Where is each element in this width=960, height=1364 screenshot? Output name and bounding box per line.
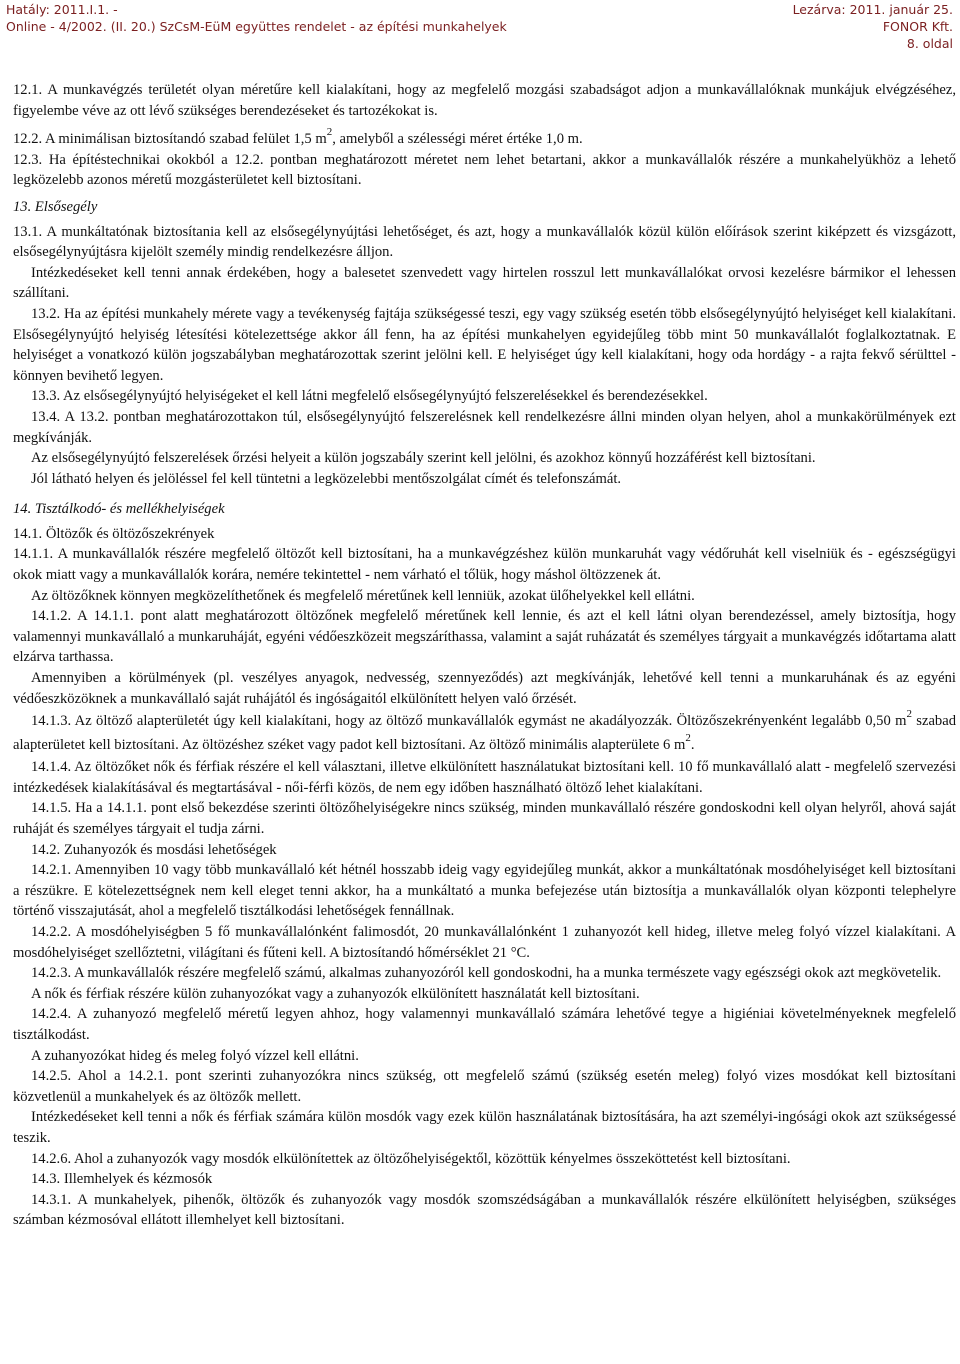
paragraph-14-1-2b: Amennyiben a körülmények (pl. veszélyes anyagok, nedvesség, szennyeződés) azt megkívánják, lehetővé kell tenni a munkaruhának és az egyéni védőeszközöknek a munkavállaló saját ruhájától és ingóságaitól elkülönített helyen való őrzését. bbox=[13, 670, 956, 707]
paragraph-13-3: 13.3. Az elsősegélynyújtó helyiségeket el kell látni megfelelő elsősegélynyújtó felszerelésekkel és berendezésekkel. bbox=[31, 388, 708, 405]
paragraph-12-3: 12.3. Ha építéstechnikai okokból a 12.2. pontban meghatározott méretet nem lehet betartani, akkor a munkavállalók részére a munkahelyükhöz a lehető legközelebb azonos méretű mozgásterületet kell biztosítani. bbox=[13, 151, 956, 189]
paragraph-14-2-4b: A zuhanyozókat hideg és meleg folyó vízzel kell ellátni. bbox=[31, 1047, 359, 1064]
paragraph-14-2-2: 14.2.2. A mosdóhelyiségben 5 fő munkavállalónként falimosdót, 20 munkavállalónként 1 zuhanyozót kell hideg, illetve meleg folyó vízzel kialakítani. A mosdóhelyiséget szellőztetni, világítani és fűteni kell. A biztosítandó hőmérséklet 21 °C. bbox=[13, 923, 956, 961]
page-header bbox=[0, 0, 960, 54]
paragraph-14-3-1: 14.3.1. A munkahelyek, pihenők, öltözők és zuhanyozók vagy mosdók szomszédságában a munkavállalók részére elkülönített helyiségben, szükséges számban kézmosóval ellátott illemhelyet kell biztosítani. bbox=[13, 1191, 956, 1229]
paragraph-14-2-1: 14.2.1. Amennyiben 10 vagy több munkavállaló két hétnél hosszabb ideig vagy egyidejűleg munkát, akkor a munkáltatónak mosdóhelyiséget kell biztosítani a részükre. E kötelezettségnek nem kell eleget tenni akkor, ha a munkáltató a munka befejezése után biztosítja a munkavállalók olyan központi telephelyre történő visszajutását, ahol a megfelelő tisztálkodási lehetőségek fennállnak. bbox=[13, 862, 956, 920]
header-validity: Hatály: 2011.I.1. - bbox=[6, 2, 118, 17]
superscript-2: 2 bbox=[906, 708, 912, 721]
header-right bbox=[793, 1, 953, 52]
paragraph-14-1-3: 14.1.3. Az öltöző alapterületét úgy kell kialakítani, hogy az öltöző munkavállalók egymást ne akadályozzák. Öltözőszekrényenként legalább 0,50 $m^2$ szabad alapterületet kell biztosítani. Az öltözéshez széket vagy padot kell biztosítani. Az öltöző minimális alapterülete 6 $m^2$. bbox=[13, 708, 957, 754]
header-closed-date: Lezárva: 2011. január 25. bbox=[792, 2, 953, 17]
subheading-14-2: 14.2. Zuhanyozók és mosdási lehetőségek bbox=[31, 841, 277, 858]
subheading-14-3: 14.3. Illemhelyek és kézmosók bbox=[31, 1171, 213, 1188]
document-body bbox=[13, 80, 956, 1231]
paragraph-12-2: 12.2. A minimálisan biztosítandó szabad felület 1,5 $m^2$, amelyből a szélességi méret értéke 1,0 m. bbox=[13, 126, 583, 148]
subheading-14-1: 14.1. Öltözők és öltözőszekrények bbox=[13, 525, 215, 542]
paragraph-14-1-1: 14.1.1. A munkavállalók részére megfelelő öltözőt kell biztosítani, ha a munkavégzéshez külön munkaruhát vagy védőruhát kell viselniük és - egészségügyi okok miatt vagy a munkavállalók korára, nemére tekintettel - nem várható el tőlük, hogy máshol öltözzenek át. bbox=[13, 546, 956, 584]
paragraph-14-1-2: 14.1.2. A 14.1.1. pont alatt meghatározott öltözőnek megfelelő méretűnek kell lennie, és azt el kell látni olyan berendezéssel, amely biztosítja, hogy valamennyi munkavállaló a munkaruháját, egyéni védőeszközeit megszáríthassa, valamint a saját ruházatát és személyes tárgyait a munkavégzés időtartama alatt elzárva tarthassa. bbox=[13, 608, 956, 666]
paragraph-13-1: 13.1. A munkáltatónak biztosítania kell az elsősegélynyújtási lehetőséget, és azt, hogy a munkavállalók közül külön előírások szerint kiképzett és vizsgázott, elsősegélynyújtásra kijelölt személy mindig rendelkezésre álljon. bbox=[13, 223, 956, 261]
paragraph-13-4b: Az elsősegélynyújtó felszerelések őrzési helyeit a külön jogszabály szerint kell jelölni, és azokhoz könnyű hozzáférést kell biztosítani. bbox=[31, 450, 816, 467]
section-heading-13: 13. Elsősegély bbox=[13, 198, 98, 215]
header-page-number: 8. oldal bbox=[906, 36, 953, 51]
paragraph-13-4c: Jól látható helyen és jelöléssel fel kell tüntetni a legközelebbi mentőszolgálat címét és telefonszámát. bbox=[31, 470, 622, 487]
paragraph-14-2-5b: Intézkedéseket kell tenni a nők és férfiak számára külön mosdók vagy ezek külön használatának biztosítására, ha azt személyi-ingósági okok azt szükségessé teszik. bbox=[13, 1109, 956, 1146]
paragraph-13-1b: Intézkedéseket kell tenni annak érdekében, hogy a balesetet szenvedett vagy hirtelen rosszul lett munkavállalókat orvosi kezelésre bármikor el lehessen szállítani. bbox=[13, 264, 956, 302]
paragraph-14-2-6: 14.2.6. Ahol a zuhanyozók vagy mosdók elkülönítettek az öltözőhelyiségektől, közöttük kényelmes összeköttetést kell biztosítani. bbox=[31, 1150, 791, 1167]
paragraph-14-1-5: 14.1.5. Ha a 14.1.1. pont első bekezdése szerinti öltözőhelyiségekre nincs szükség, minden munkavállaló részére gondoskodni kell olyan helyről, ahová saját ruháját és személyes tárgyait el tudja zárni. bbox=[13, 800, 956, 837]
superscript-2: 2 bbox=[685, 732, 691, 745]
paragraph-12-1: 12.1. A munkavégzés területét olyan méretűre kell kialakítani, hogy az megfelelő mozgási szabadságot adjon a munkavállalóknak munkájuk elvégzéséhez, figyelembe véve az ott lévő szükséges berendezéseket és tartozékokat is. bbox=[13, 82, 956, 119]
paragraph-14-1-1b: Az öltözőknek könnyen megközelíthetőnek és megfelelő méretűnek kell lenniük, azokat ülőhelyekkel kell ellátni. bbox=[31, 587, 695, 604]
section-heading-14: 14. Tisztálkodó- és mellékhelyiségek bbox=[13, 501, 225, 518]
paragraph-13-2: 13.2. Ha az építési munkahely mérete vagy a tevékenység fajtája szükségessé teszi, egy vagy szükség esetén több elsősegélynyújtó helyiséget kell kialakítani. Elsősegélynyújtó helyiség létesítési kötelezettsége akkor áll fenn, ha az építési munkahelyen egyidejűleg több mint 50 munkavállalót foglalkoztatnak. E helyiséget a vonatkozó külön jogszabályban meghatározottak szerint jelölni kell. E helyiséget úgy kell kialakítani, hogy oda hordágy - a rajta fekvő sérülttel - könnyen bevihető legyen. bbox=[13, 305, 956, 384]
header-document-title: Online - 4/2002. (II. 20.) SzCsM-EüM együttes rendelet - az építési munkahelyek bbox=[6, 19, 507, 34]
paragraph-14-2-4: 14.2.4. A zuhanyozó megfelelő méretű legyen ahhoz, hogy valamennyi munkavállaló számára lehetővé tegye a higiéniai követelményeknek megfelelő tisztálkodást. bbox=[13, 1006, 956, 1043]
paragraph-14-2-5: 14.2.5. Ahol a 14.2.1. pont szerinti zuhanyozókra nincs szükség, ott megfelelő számú (szükség esetén meleg) folyó vizes mosdókat kell biztosítani közvetlenül a munkahelyek és az öltözők mellett. bbox=[13, 1068, 956, 1105]
paragraph-14-1-4: 14.1.4. Az öltözőket nők és férfiak részére el kell választani, illetve elkülönített használatukat biztosítani kell. 10 fő munkavállaló alatt - megfelelő szervezési intézkedések kialakításával és megtartásával - női-férfi közös, de nem egy időben használható öltöző lehet kialakítani. bbox=[13, 759, 956, 796]
header-left bbox=[6, 1, 507, 35]
paragraph-14-2-3b: A nők és férfiak részére külön zuhanyozókat vagy a zuhanyozók elkülönített használatát kell biztosítani. bbox=[31, 985, 640, 1002]
paragraph-13-4: 13.4. A 13.2. pontban meghatározottakon túl, elsősegélynyújtó felszerelésnek kell rendelkezésre állni minden olyan helyen, ahol a munkakörülmények ezt megkívánják. bbox=[13, 408, 956, 446]
superscript-2: 2 bbox=[326, 126, 333, 139]
header-publisher: FONOR Kft. bbox=[882, 19, 953, 34]
paragraph-14-2-3: 14.2.3. A munkavállalók részére megfelelő számú, alkalmas zuhanyozóról kell gondoskodni, ha a munka természete vagy egészségi okok azt megkövetelik. bbox=[31, 965, 942, 982]
